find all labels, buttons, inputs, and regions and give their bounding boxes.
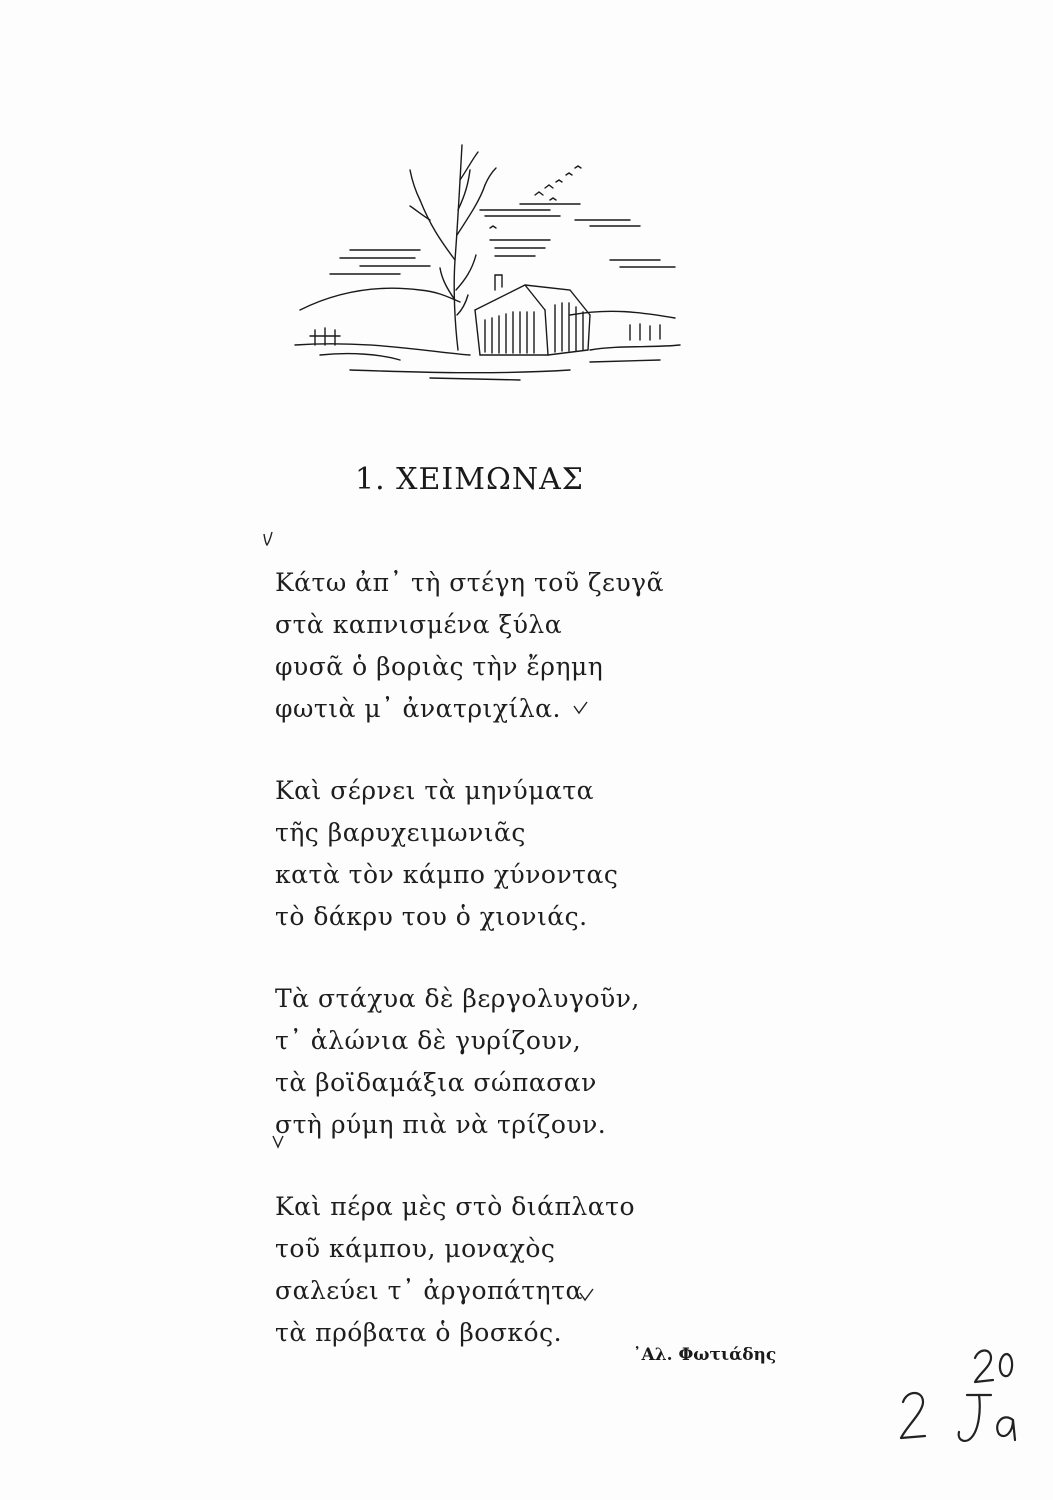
poem-line: τοῦ κάμπου, μοναχὸς	[275, 1234, 556, 1263]
stanza-3	[275, 978, 795, 1146]
stanza-1	[275, 562, 795, 730]
poem-line: Καὶ σέρνει τὰ μηνύματα	[275, 776, 595, 805]
check-mark-icon	[270, 1133, 288, 1151]
stanza-4	[275, 1186, 795, 1354]
poem-line: στὴ ρύμη πιὰ νὰ τρίζουν.	[275, 1110, 607, 1139]
poem-line: τῆς βαρυχειμωνιᾶς	[275, 818, 526, 847]
poem-author: ᾽Αλ. Φωτιάδης	[633, 1345, 777, 1365]
check-mark-icon	[572, 698, 590, 716]
poem-line: φωτιὰ μ᾽ ἀνατριχίλα.	[275, 694, 561, 723]
poem-line: Κάτω ἀπ᾽ τὴ στέγη τοῦ ζευγᾶ	[275, 568, 665, 597]
poem-title: 1. ΧΕΙΜΩΝΑΣ	[355, 462, 584, 497]
poem-body	[275, 562, 795, 1394]
poem-line: τὰ βοϊδαμάξια σώπασαν	[275, 1068, 597, 1097]
handwritten-grade-note	[895, 1340, 1035, 1450]
stanza-2	[275, 770, 795, 938]
poem-line: τὸ δάκρυ του ὁ χιονιάς.	[275, 902, 588, 931]
check-mark-icon	[578, 1285, 596, 1303]
poem-line: σαλεύει τ᾽ ἀργοπάτητα	[275, 1276, 583, 1305]
poem-line: φυσᾶ ὁ βοριὰς τὴν ἔρημη	[275, 652, 604, 681]
check-mark-icon	[260, 530, 278, 548]
winter-landscape-illustration	[290, 140, 690, 390]
poem-line: Καὶ πέρα μὲς στὸ διάπλατο	[275, 1192, 635, 1221]
poem-line: τὰ πρόβατα ὁ βοσκός.	[275, 1318, 563, 1347]
poem-line: τ᾽ ἁλώνια δὲ γυρίζουν,	[275, 1026, 582, 1055]
poem-line: Τὰ στάχυα δὲ βεργολυγοῦν,	[275, 984, 640, 1013]
poem-line: κατὰ τὸν κάμπο χύνοντας	[275, 860, 619, 889]
poem-line: στὰ καπνισμένα ξύλα	[275, 610, 563, 639]
